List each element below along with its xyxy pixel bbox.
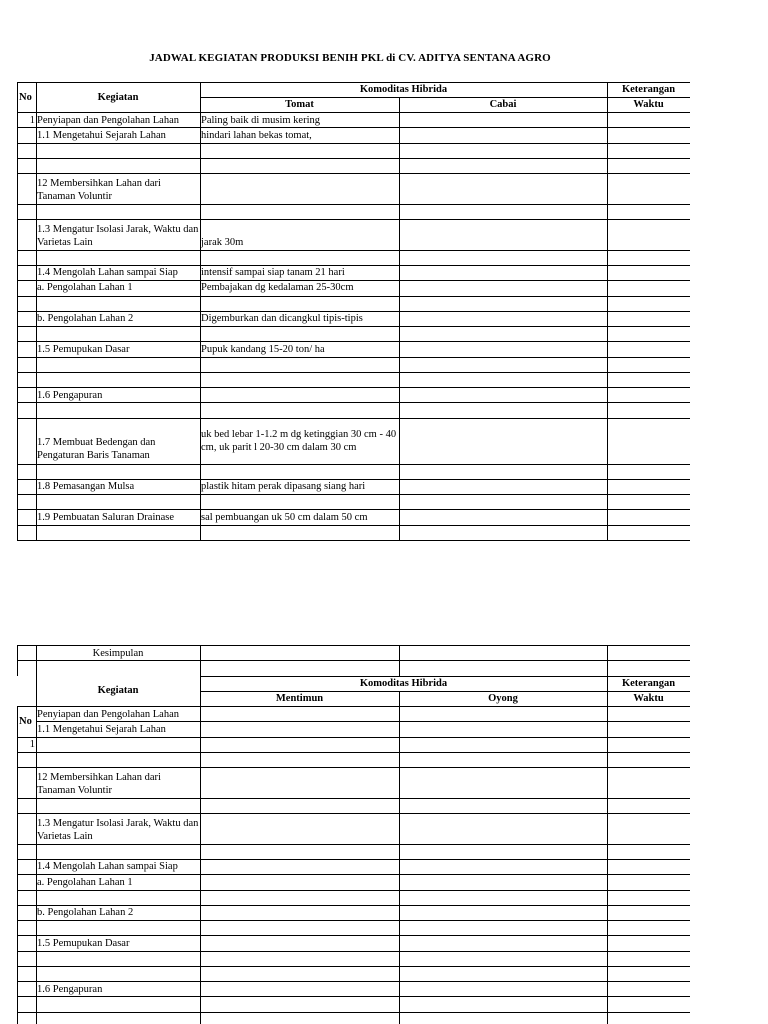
table-cell-tomat: Paling baik di musim kering	[201, 115, 320, 126]
header-mentimun: Mentimun	[275, 693, 324, 704]
table-cell-kegiatan: 12 Membersihkan Lahan dari Tanaman Voluntir	[37, 772, 161, 796]
table-cell-kegiatan: 1.6 Pengapuran	[37, 984, 103, 995]
table-cell-tomat: Pembajakan dg kedalaman 25-30cm	[201, 282, 354, 293]
table-cell-kegiatan: 1.4 Mengolah Lahan sampai Siap	[37, 861, 178, 872]
kesimpulan-label: Kesimpulan	[92, 648, 144, 659]
table-cell-kegiatan: 1.9 Pembuatan Saluran Drainase	[37, 512, 175, 523]
table-cell-tomat: jarak 30m	[201, 237, 244, 248]
table-cell-kegiatan: b. Pengolahan Lahan 2	[37, 313, 134, 324]
header-tomat: Tomat	[285, 99, 314, 110]
table-cell-kegiatan: Penyiapan dan Pengolahan Lahan	[37, 709, 179, 720]
table-cell-tomat: uk bed lebar 1-1.2 m dg ketinggian 30 cm - 40 cm, uk parit l 20-30 cm dalam 30 cm	[201, 429, 397, 453]
header-keterangan: Keterangan	[621, 84, 676, 95]
table-cell-kegiatan: a. Pengolahan Lahan 1	[37, 877, 133, 888]
table-cell-kegiatan: a. Pengolahan Lahan 1	[37, 282, 133, 293]
row-number: 1	[29, 739, 35, 750]
header-waktu: Waktu	[633, 99, 664, 110]
header-no: No	[19, 92, 32, 103]
table-cell-kegiatan: 1.4 Mengolah Lahan sampai Siap	[37, 267, 178, 278]
table-cell-tomat: sal pembuangan uk 50 cm dalam 50 cm	[201, 512, 368, 523]
table-cell-tomat: Digemburkan dan dicangkul tipis-tipis	[201, 313, 363, 324]
table-cell-kegiatan: 1.1 Mengetahui Sejarah Lahan	[37, 724, 166, 735]
row-number: 1	[29, 115, 35, 126]
table-cell-kegiatan: 1.3 Mengatur Isolasi Jarak, Waktu dan Varietas Lain	[37, 818, 199, 842]
table-cell-kegiatan: 1.6 Pengapuran	[37, 390, 103, 401]
header-komoditas-hibrida: Komoditas Hibrida	[359, 84, 448, 95]
table-cell-tomat: intensif sampai siap tanam 21 hari	[201, 267, 345, 278]
table-cell-kegiatan: 1.1 Mengetahui Sejarah Lahan	[37, 130, 166, 141]
table-cell-kegiatan: 12 Membersihkan Lahan dari Tanaman Voluntir	[37, 178, 161, 202]
table-cell-kegiatan: Penyiapan dan Pengolahan Lahan	[37, 115, 179, 126]
header-keterangan: Keterangan	[621, 678, 676, 689]
table-cell-kegiatan: 1.3 Mengatur Isolasi Jarak, Waktu dan Varietas Lain	[37, 224, 199, 248]
page-title: JADWAL KEGIATAN PRODUKSI BENIH PKL di CV. ADITYA SENTANA AGRO	[149, 52, 551, 64]
table-cell-kegiatan: 1.5 Pemupukan Dasar	[37, 938, 130, 949]
table-cell-tomat: Pupuk kandang 15-20 ton/ ha	[201, 344, 325, 355]
header-waktu: Waktu	[633, 693, 664, 704]
table-cell-kegiatan: 1.7 Membuat Bedengan dan Pengaturan Baris Tanaman	[37, 437, 156, 461]
schedule-table-mentimun-oyong	[17, 0, 690, 1024]
header-kegiatan: Kegiatan	[97, 685, 139, 696]
header-cabai: Cabai	[489, 99, 517, 110]
table-cell-tomat: plastik hitam perak dipasang siang hari	[201, 481, 366, 492]
header-no: No	[19, 716, 32, 727]
header-komoditas-hibrida: Komoditas Hibrida	[359, 678, 448, 689]
header-oyong: Oyong	[488, 693, 518, 704]
table-cell-kegiatan: 1.8 Pemasangan Mulsa	[37, 481, 135, 492]
header-kegiatan: Kegiatan	[97, 92, 139, 103]
table-cell-kegiatan: b. Pengolahan Lahan 2	[37, 907, 134, 918]
table-cell-kegiatan: 1.5 Pemupukan Dasar	[37, 344, 130, 355]
table-cell-tomat: hindari lahan bekas tomat,	[201, 130, 312, 141]
